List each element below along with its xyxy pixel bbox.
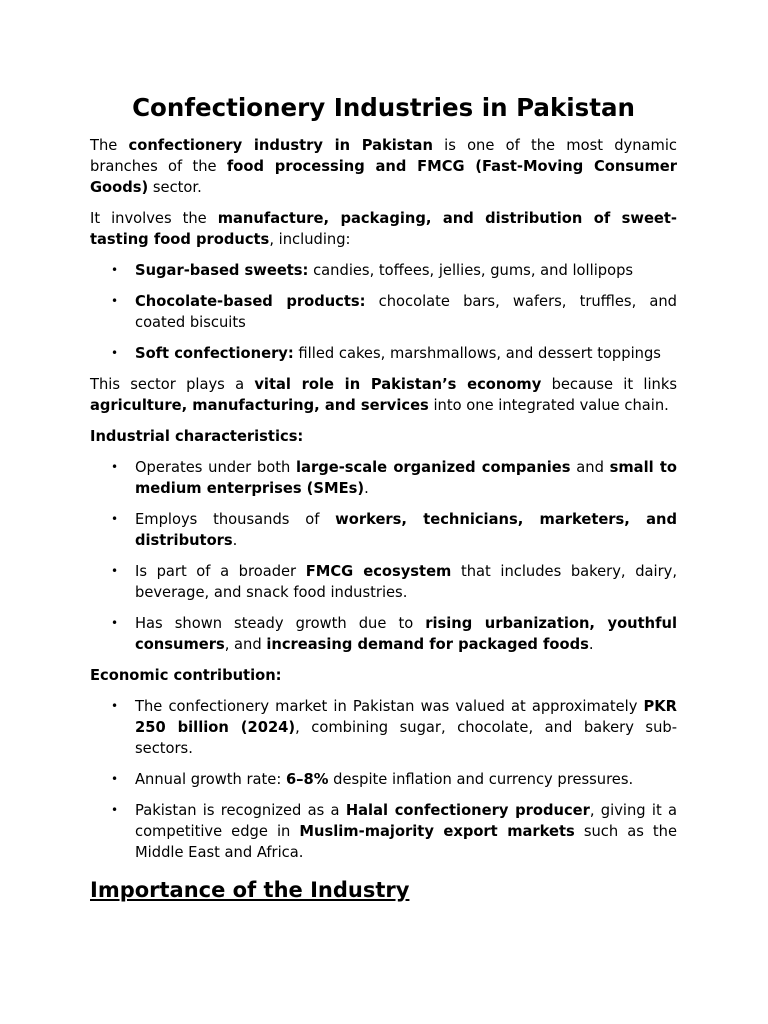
involves-paragraph [90,208,677,250]
bullet-icon: • [111,772,119,786]
item-text: Has shown steady growth due to [135,615,426,632]
bullet-icon: • [111,803,119,817]
list-item [111,800,678,863]
role-text-3: into one integrated value chain. [428,397,669,414]
item-text: Operates under both [135,459,297,476]
item-text: such as the Middle East and Africa. [135,823,678,861]
item-bold: Halal confectionery producer [345,802,590,819]
list-item [111,696,677,759]
document-page [90,88,677,907]
role-text-2: because it links [541,376,677,393]
item-text: The confectionery market in Pakistan was valued at approximately [135,698,644,715]
product-label: Chocolate-based products: [135,293,366,310]
item-text: Employs thousands of [135,511,336,528]
product-text: candies, toffees, jellies, gums, and lollipops [308,262,634,279]
involves-text-2: , including: [269,231,351,248]
product-list [90,260,677,364]
intro-paragraph [90,135,677,198]
product-label: Sugar-based sweets: [135,262,309,279]
bullet-icon: • [111,346,119,360]
economic-heading-text: Economic contribution: [90,667,282,684]
role-bold-2: agriculture, manufacturing, and services [90,397,429,414]
item-bold: rising urbanization, youthful consumers [135,615,677,653]
characteristics-list [90,457,677,655]
list-item [111,769,677,790]
characteristics-heading-text: Industrial characteristics: [90,428,304,445]
list-item [111,457,677,499]
item-text: that includes bakery, dairy, beverage, and snack food industries. [135,563,677,601]
item-bold: FMCG ecosystem [305,563,452,580]
intro-text-3: sector. [148,179,202,196]
list-item [111,561,677,603]
section-heading: Importance of the Industry [90,878,410,902]
item-text: . [588,636,594,653]
list-item [111,291,677,333]
item-bold: 6–8% [285,771,329,788]
role-bold-1: vital role in Pakistan’s economy [254,376,542,393]
item-bold: workers, technicians, marketers, and distributors [135,511,677,549]
page-title: Confectionery Industries in Pakistan [132,93,635,122]
item-bold: small to medium enterprises (SMEs) [135,459,677,497]
characteristics-heading [90,426,677,447]
economic-heading [90,665,677,686]
bullet-icon: • [111,294,119,308]
intro-bold-1: confectionery industry in Pakistan [128,137,433,154]
item-bold: PKR 250 billion (2024) [135,698,677,736]
item-bold: Muslim-majority export markets [299,823,575,840]
item-text: Is part of a broader [135,563,306,580]
bullet-icon: • [111,263,119,277]
item-bold: increasing demand for packaged foods [266,636,589,653]
item-text: and [570,459,610,476]
item-text: . [364,480,369,497]
item-text: Pakistan is recognized as a [135,802,346,819]
list-item [111,260,677,281]
item-text: . [232,532,238,549]
intro-bold-2: food processing and FMCG (Fast-Moving Consumer Goods) [90,158,677,196]
item-text: , and [224,636,267,653]
involves-bold-1: manufacture, packaging, and distribution of sweet-tasting food products [90,210,678,248]
bullet-icon: • [111,699,119,713]
product-text: chocolate bars, wafers, truffles, and coated biscuits [135,293,677,331]
bullet-icon: • [111,616,119,630]
list-item [111,343,677,364]
item-bold: large-scale organized companies [296,459,571,476]
bullet-icon: • [111,564,119,578]
product-label: Soft confectionery: [135,345,294,362]
intro-text-1: The [90,137,129,154]
item-text: , combining sugar, chocolate, and bakery sub-sectors. [135,719,677,757]
intro-text-2: is one of the most dynamic branches of the [90,137,677,175]
list-item [111,509,677,551]
product-text: filled cakes, marshmallows, and dessert toppings [293,345,661,362]
item-text: despite inflation and currency pressures. [328,771,634,788]
bullet-icon: • [111,512,119,526]
list-item [111,613,677,655]
role-paragraph [90,374,677,416]
involves-text-1: It involves the [90,210,218,227]
economic-list [90,696,677,863]
bullet-icon: • [111,460,119,474]
item-text: Annual growth rate: [135,771,286,788]
role-text-1: This sector plays a [90,376,255,393]
item-text: , giving it a competitive edge in [135,802,677,840]
